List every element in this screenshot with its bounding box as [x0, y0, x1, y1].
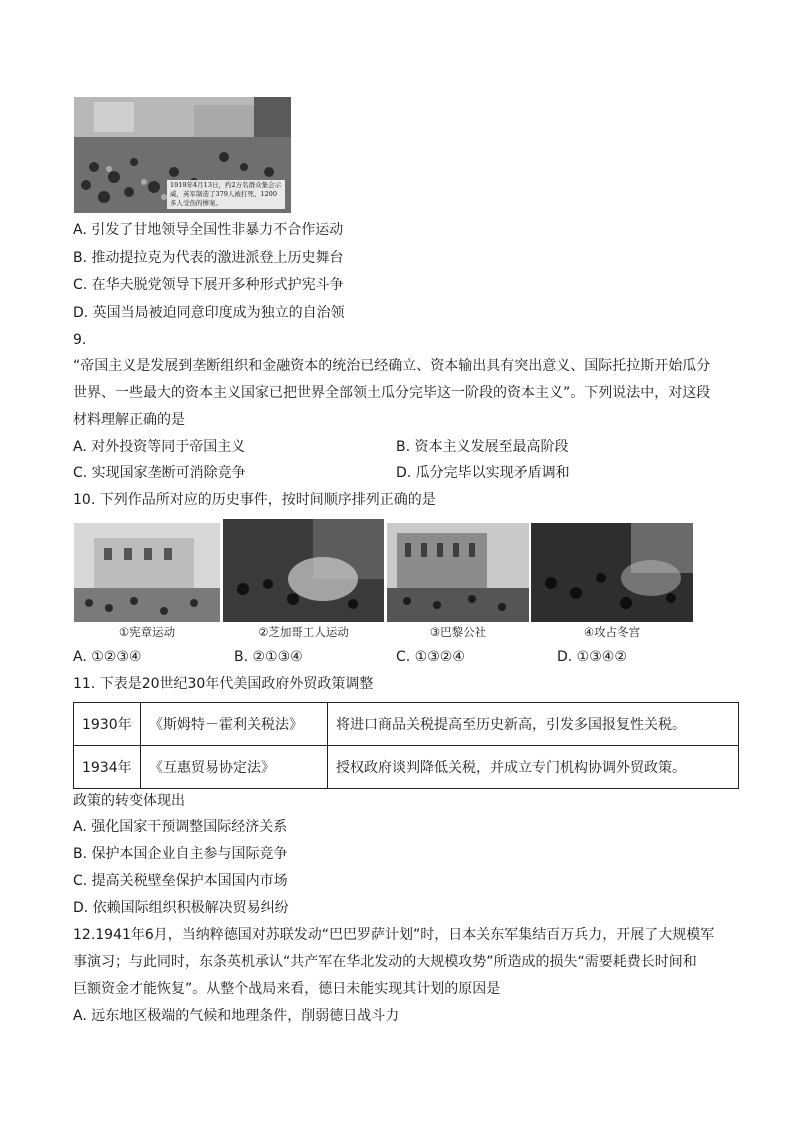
- q11-stem: 11. 下表是20世纪30年代美国政府外贸政策调整: [73, 676, 374, 692]
- q10-stem: 10. 下列作品所对应的历史事件，按时间顺序排列正确的是: [73, 492, 436, 508]
- q9-option-b: B. 资本主义发展至最高阶段: [396, 439, 569, 455]
- caption-chicago-workers: ②芝加哥工人运动: [258, 625, 349, 639]
- table-cell-content: 授权政府谈判降低关税，并成立专门机构协调外贸政策。: [328, 746, 739, 789]
- chartist-movement-image: [74, 523, 220, 622]
- q12-option-a: A. 远东地区极端的气候和地理条件，削弱德日战斗力: [73, 1008, 400, 1024]
- q8-option-b: B. 推动提拉克为代表的激进派登上历史舞台: [73, 250, 344, 266]
- table-cell-year: 1930年: [74, 703, 141, 746]
- q12-stem-line-2: 事演习；与此同时，东条英机承认“共产军在华北发动的大规模攻势”所造成的损失“需要耗费长时间和: [73, 954, 697, 970]
- q9-option-a: A. 对外投资等同于帝国主义: [73, 439, 246, 455]
- caption-paris-commune: ③巴黎公社: [429, 625, 487, 639]
- table-row: [74, 703, 739, 746]
- photo-caption: 1919年4月13日，约2万名群众集会示威，英军制造了379人被打死、1200多人受伤的惨案。: [167, 180, 285, 209]
- q10-option-c: C. ①③②④: [396, 649, 465, 665]
- paris-commune-image: [387, 523, 529, 622]
- q12-stem-line-1: 12.1941年6月，当纳粹德国对苏联发动“巴巴罗萨计划”时，日本关东军集结百万兵力，开展了大规模军: [73, 927, 715, 943]
- caption-chartist-movement: ①宪章运动: [118, 625, 176, 639]
- q9-stem-line-2: 世界、一些最大的资本主义国家已把世界全部领土瓜分完毕这一阶段的资本主义”。下列说法中，对这段: [73, 385, 711, 401]
- q11-option-d: D. 依赖国际组织积极解决贸易纠纷: [73, 900, 289, 916]
- q11-option-a: A. 强化国家干预调整国际经济关系: [73, 819, 288, 835]
- q11-after-table: 政策的转变体现出: [73, 793, 185, 809]
- q8-option-a: A. 引发了甘地领导全国性非暴力不合作运动: [73, 222, 344, 238]
- q12-stem-line-3: 巨额资金才能恢复”。从整个战局来看，德日未能实现其计划的原因是: [73, 981, 501, 997]
- table-row: [74, 746, 739, 789]
- q9-option-c: C. 实现国家垄断可消除竞争: [73, 465, 246, 481]
- table-cell-year: 1934年: [74, 746, 141, 789]
- q10-option-b: B. ②①③④: [234, 649, 303, 665]
- q9-option-d: D. 瓜分完毕以实现矛盾调和: [396, 465, 570, 481]
- trade-policy-table: [73, 702, 739, 789]
- q9-stem-line-3: 材料理解正确的是: [73, 412, 185, 428]
- q10-option-a: A. ①②③④: [73, 649, 142, 665]
- q8-option-d: D. 英国当局被迫同意印度成为独立的自治领: [73, 305, 345, 321]
- q8-option-c: C. 在华夫脱党领导下展开多种形式护宪斗争: [73, 277, 344, 293]
- q11-option-c: C. 提高关税壁垒保护本国国内市场: [73, 873, 288, 889]
- massacre-photo: [74, 97, 291, 213]
- chicago-workers-image: [223, 519, 384, 622]
- table-cell-content: 将进口商品关税提高至历史新高，引发多国报复性关税。: [328, 703, 739, 746]
- table-cell-law: 《斯姆特－霍利关税法》: [141, 703, 328, 746]
- winter-palace-image: [531, 523, 693, 622]
- q9-stem-line-1: “帝国主义是发展到垄断组织和金融资本的统治已经确立、资本输出具有突出意义、国际托拉斯开始瓜分: [73, 358, 711, 374]
- q9-number: 9.: [73, 332, 87, 348]
- table-cell-law: 《互惠贸易协定法》: [141, 746, 328, 789]
- q10-option-d: D. ①③④②: [557, 649, 627, 665]
- q11-option-b: B. 保护本国企业自主参与国际竞争: [73, 846, 288, 862]
- caption-winter-palace: ④攻占冬宫: [583, 625, 641, 639]
